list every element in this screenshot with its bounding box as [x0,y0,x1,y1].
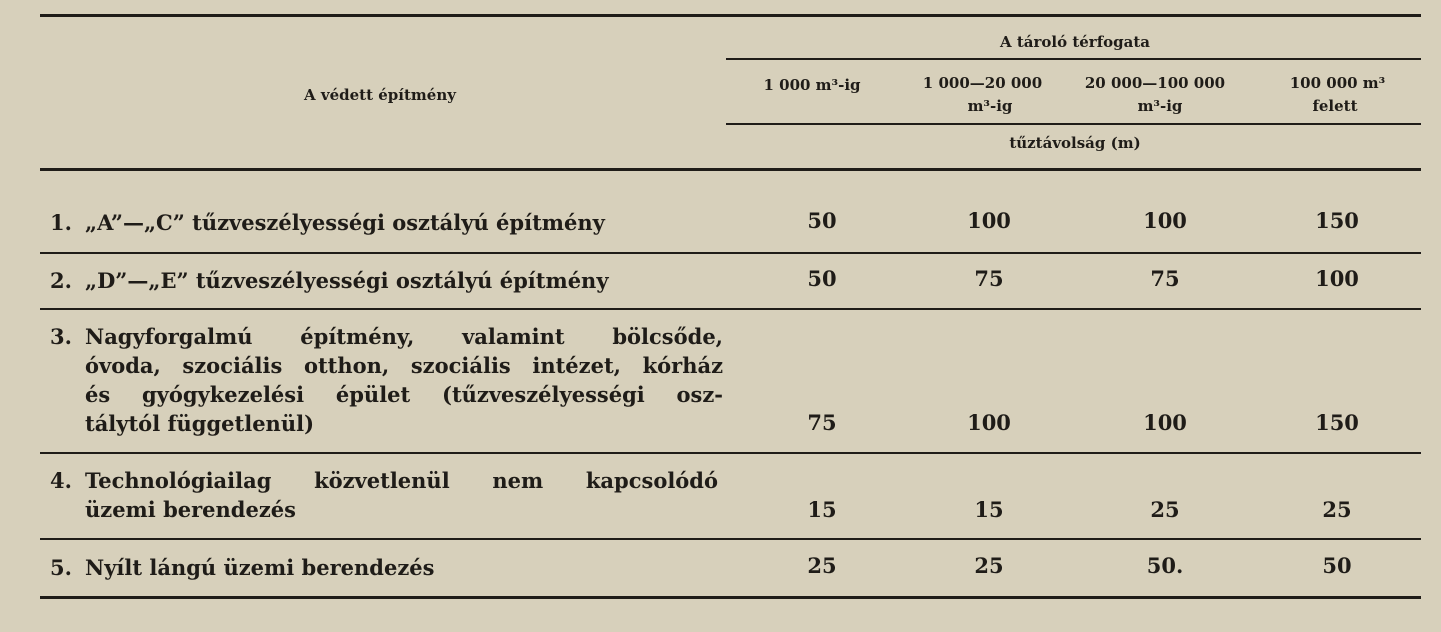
row-4-value-1: 15 [807,497,837,522]
row-3-value-1: 75 [807,410,837,435]
row-1-value-1: 50 [807,208,837,233]
row-3-rule [40,452,1421,454]
row-3-value-3: 100 [1143,410,1187,435]
row-4-number: 4. [50,468,72,493]
row-4-label-line-1: Technológiailag közvetlenül nem kapcsolódó [85,468,718,493]
header-col-4-line-1: 100 000 m³ [1289,74,1386,92]
table-top-rule [40,14,1421,17]
row-1-number: 1. [50,210,72,235]
row-4-value-3: 25 [1150,497,1180,522]
row-5-number: 5. [50,555,72,580]
row-2-label: „D”—„E” tűzveszélyességi osztályú építmény [85,268,609,293]
row-4-value-4: 25 [1322,497,1352,522]
header-columns-rule [726,123,1421,125]
header-building-column: A védett építmény [304,86,456,104]
row-3-number: 3. [50,324,72,349]
row-5-value-4: 50 [1322,553,1352,578]
row-5-value-2: 25 [974,553,1004,578]
header-col-3-line-2: m³-ig [1137,97,1183,115]
row-3-label-line-4: tálytól függetlenül) [85,411,315,436]
row-4-rule [40,538,1421,540]
row-5-value-1: 25 [807,553,837,578]
header-col-2-line-1: 1 000—20 000 [922,74,1043,92]
header-col-3-line-1: 20 000—100 000 [1084,74,1226,92]
row-1-value-2: 100 [967,208,1011,233]
header-group-rule [726,58,1421,60]
header-unit: tűztávolság (m) [1009,134,1141,152]
row-2-value-2: 75 [974,266,1004,291]
row-3-value-2: 100 [967,410,1011,435]
row-5-label: Nyílt lángú üzemi berendezés [85,555,435,580]
row-2-value-3: 75 [1150,266,1180,291]
row-1-label: „A”—„C” tűzveszélyességi osztályú építmény [85,210,605,235]
row-4-value-2: 15 [974,497,1004,522]
row-2-rule [40,308,1421,310]
row-1-value-4: 150 [1315,208,1359,233]
header-col-2-line-2: m³-ig [967,97,1013,115]
row-2-number: 2. [50,268,72,293]
row-2-value-1: 50 [807,266,837,291]
row-3-label-line-2: óvoda, szociális otthon, szociális intézet, kórház [85,353,723,378]
row-3-label-line-3: és gyógykezelési épület (tűzveszélyességi osz- [85,382,723,407]
row-4-label-line-2: üzemi berendezés [85,497,296,522]
row-2-value-4: 100 [1315,266,1359,291]
row-1-rule [40,252,1421,254]
row-3-label-line-1: Nagyforgalmú építmény, valamint bölcsőde, [85,324,723,349]
row-3-value-4: 150 [1315,410,1359,435]
header-col-1: 1 000 m³-ig [763,76,861,94]
row-1-value-3: 100 [1143,208,1187,233]
row-5-value-3: 50. [1146,553,1184,578]
header-col-4-line-2: felett [1312,97,1358,115]
header-group-title: A tároló térfogata [999,33,1151,51]
table-bottom-rule [40,596,1421,599]
header-bottom-rule [40,168,1421,171]
